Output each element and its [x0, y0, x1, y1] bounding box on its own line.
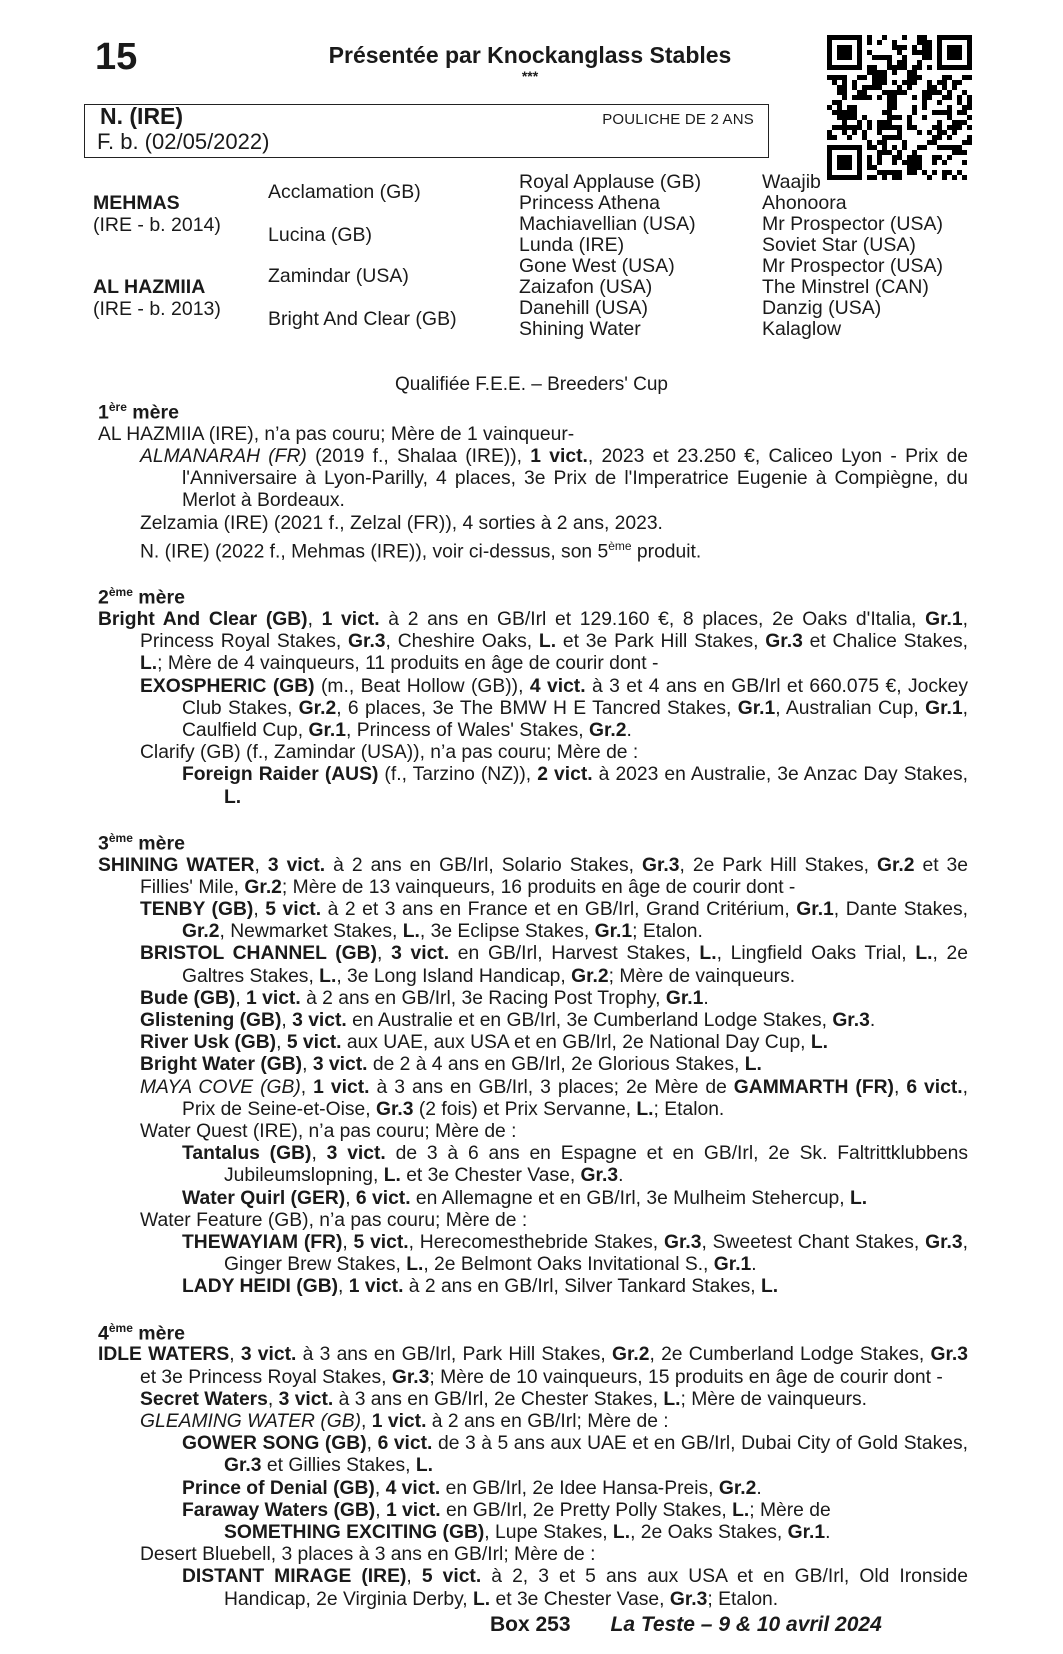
entry-text: , [235, 987, 247, 1009]
entry-text: en Australie et en GB/Irl, 3e Cumberland Lodge Stakes, [346, 1010, 833, 1031]
sire-info: (IRE - b. 2014) [93, 214, 221, 236]
entry-text: ; Mère de 4 vainqueurs, 11 produits en âge de courir dont - [157, 653, 659, 675]
entry-bold-text: 3 vict. [267, 854, 326, 876]
entry-text: , 2e Oaks Stakes, [630, 1521, 788, 1543]
generation-label: mère [132, 1322, 185, 1345]
entry-text: en GB/Irl, Harvest Stakes, [449, 943, 700, 965]
generation-number: 4 [98, 1322, 109, 1345]
entry-text: de 3 à 5 ans aux UAE et en GB/Irl, Dubai City of Gold Stakes, [432, 1433, 968, 1455]
entry-italic-text: GLEAMING WATER (GB) [140, 1410, 362, 1432]
entry-text: , 2e Belmont Oaks Invitational S., [423, 1254, 714, 1276]
entry-text: , [302, 1054, 313, 1076]
entry-text: , [253, 898, 266, 920]
entry-bold-text: Glistening (GB) [140, 1010, 282, 1031]
entry-text: à 2 ans en GB/Irl, Silver Tankard Stakes, [403, 1276, 762, 1298]
entry-text: , 2e Cumberland Lodge Stakes, [649, 1344, 931, 1366]
entry-bold-text: 6 vict. [906, 1076, 963, 1098]
entry-bold-text: Faraway Waters (GB) [182, 1499, 376, 1521]
entry-bold-text: L. [415, 1455, 433, 1477]
entry-italic-text: ALMANARAH (FR) [140, 445, 307, 467]
entry-bold-text: 3 vict. [278, 1388, 334, 1410]
entry-bold-text: Bright Water (GB) [140, 1054, 303, 1076]
entry-bold-text: L. [732, 1499, 750, 1521]
entry-bold-text: LADY HEIDI (GB) [182, 1276, 339, 1298]
entry-bold-text: GOWER SONG (GB) [182, 1433, 367, 1455]
entry-bold-text: L. [406, 1254, 424, 1276]
entry-text: ; Mère de 13 vainqueurs, 16 produits en âge de courir dont - [281, 876, 796, 898]
pedigree-entry [98, 1232, 968, 1276]
pedigree-entry [98, 1566, 968, 1610]
entry-bold-text: Secret Waters [140, 1388, 268, 1410]
entry-text: , [338, 1276, 349, 1298]
entry-text: , Ginger Brew Stakes, [224, 1232, 968, 1276]
entry-text: , 2e Galtres Stakes, [182, 943, 968, 987]
entry-bold-text: 4 vict. [529, 675, 586, 697]
pedigree-gen3: Princess Athena [519, 192, 660, 214]
entry-text: ème [608, 538, 632, 553]
entry-text: , [361, 1410, 372, 1432]
entry-text: ; Etalon. [632, 921, 703, 943]
entry-text: (f., Tarzino (NZ)), [378, 764, 538, 786]
entry-text: à 2, 3 et 5 ans aux USA et en GB/Irl, Old Ironside Handicap, 2e Virginia Derby, [224, 1566, 968, 1610]
entry-bold-text: L. [636, 1098, 654, 1120]
generation-number: 1 [98, 401, 109, 424]
entry-text: , [893, 1076, 907, 1098]
pedigree-entry [98, 943, 968, 987]
generation-suffix: ème [108, 1320, 133, 1335]
entry-bold-text: DISTANT MIRAGE (IRE) [182, 1566, 407, 1588]
generation-suffix: ème [108, 585, 133, 600]
pedigree-gen4: Danzig (USA) [762, 297, 882, 319]
entry-bold-text: Gr.3 [663, 1232, 702, 1254]
generation-number: 3 [98, 832, 109, 855]
entry-italic-text: MAYA COVE (GB) [140, 1076, 301, 1098]
entry-text: , Princess of Wales' Stakes, [346, 720, 589, 742]
pedigree-entry [98, 1121, 968, 1143]
entry-bold-text: Gr.3 [375, 1098, 414, 1120]
pedigree-entry [98, 1210, 968, 1232]
pedigree-gen4: Mr Prospector (USA) [762, 213, 943, 235]
pedigree-entry [98, 1544, 968, 1566]
pedigree-entry [98, 609, 968, 676]
pedigree-entry [98, 535, 968, 564]
entry-text: aux UAE, aux USA et en GB/Irl, 2e National Day Cup, [341, 1032, 811, 1054]
pedigree-entry [98, 1143, 968, 1187]
entry-bold-text: L. [612, 1521, 631, 1543]
pedigree-entry [98, 1433, 968, 1477]
entry-text: à 2023 en Australie, 3e Anzac Day Stakes, [592, 764, 968, 786]
entry-text: et Chalice Stakes, [802, 631, 968, 653]
dam-name: AL HAZMIIA [93, 276, 206, 298]
entry-bold-text: Gr.3 [765, 631, 803, 653]
pedigree-gen3: Machiavellian (USA) [519, 213, 696, 235]
entry-text: ; Mère de [749, 1499, 831, 1521]
entry-bold-text: Gr.3 [641, 854, 680, 876]
presenter-stars: *** [521, 68, 539, 84]
entry-text: Water Quest (IRE), n’a pas couru; Mère de : [140, 1121, 517, 1143]
entry-text: à 2 ans en GB/Irl, 3e Racing Post Trophy, [300, 987, 666, 1009]
entry-bold-text: Gr.1 [737, 697, 776, 719]
entry-bold-text: SOMETHING EXCITING (GB) [224, 1521, 485, 1543]
entry-bold-text: 1 vict. [385, 1499, 441, 1521]
pedigree-entry [98, 1344, 968, 1388]
entry-text: , Cheshire Oaks, [385, 631, 539, 653]
entry-bold-text: Bude (GB) [140, 987, 236, 1009]
entry-text: , 3e Eclipse Stakes, [419, 921, 595, 943]
entry-bold-text: 3 vict. [292, 1010, 347, 1031]
entry-text: , [345, 1187, 356, 1209]
entry-bold-text: Gr.1 [787, 1521, 826, 1543]
entry-text: , Newmarket Stakes, [219, 921, 403, 943]
entry-text: en Allemagne et en GB/Irl, 3e Mulheim Stehercup, [410, 1187, 850, 1209]
entry-bold-text: L. [699, 943, 717, 965]
entry-text: , [276, 1032, 287, 1054]
entry-bold-text: 3 vict. [312, 1054, 368, 1076]
pedigree-gen4: Ahonoora [762, 192, 847, 214]
entry-bold-text: Gr.2 [298, 697, 337, 719]
entry-bold-text: 5 vict. [421, 1566, 482, 1588]
entry-text: , [229, 1344, 241, 1366]
generation-heading [98, 581, 968, 609]
pedigree-entry [98, 676, 968, 743]
entry-bold-text: Bright And Clear (GB) [98, 609, 308, 631]
entry-text: , [406, 1566, 422, 1588]
entry-text: . [703, 987, 709, 1009]
entry-text: et 3e Chester Vase, [400, 1165, 581, 1187]
pedigree-entry [98, 1010, 968, 1032]
entry-bold-text: L. [850, 1187, 868, 1209]
entry-text: , [374, 1477, 386, 1499]
pedigree-gen2: Zamindar (USA) [268, 265, 409, 287]
entry-bold-text: 4 vict. [385, 1477, 441, 1499]
entry-bold-text: L. [319, 965, 337, 987]
pedigree-gen3: Royal Applause (GB) [519, 171, 702, 193]
entry-bold-text: L. [383, 1165, 401, 1187]
entry-text: , 2e Park Hill Stakes, [679, 854, 877, 876]
entry-bold-text: GAMMARTH (FR) [733, 1076, 894, 1098]
pedigree-entry [98, 1077, 968, 1121]
entry-bold-text: L. [538, 631, 557, 653]
generation-label: mère [132, 586, 185, 609]
entry-text: Clarify (GB) (f., Zamindar (USA)), n’a pas couru; Mère de : [140, 742, 639, 764]
footer [490, 1613, 882, 1637]
entry-text: , [311, 1143, 327, 1165]
pedigree-gen2: Bright And Clear (GB) [268, 308, 457, 330]
entry-bold-text: Gr.3 [930, 1344, 968, 1366]
entry-bold-text: Gr.2 [182, 921, 220, 943]
generation-label: mère [126, 401, 179, 424]
entry-text: à 3 ans en GB/Irl, 2e Chester Stakes, [333, 1388, 664, 1410]
entry-bold-text: 6 vict. [377, 1433, 433, 1455]
pedigree-entry [98, 1054, 968, 1076]
entry-text: en GB/Irl, 2e Pretty Polly Stakes, [440, 1499, 733, 1521]
presenter-title: Présentée par Knockanglass Stables [328, 42, 732, 68]
entry-bold-text: 1 vict. [321, 609, 380, 631]
entry-text: (2 fois) et Prix Servanne, [413, 1098, 637, 1120]
entry-bold-text: Gr.1 [308, 720, 346, 742]
pedigree-gen3: Shining Water [519, 318, 641, 340]
entry-text: et Gillies Stakes, [261, 1455, 416, 1477]
entry-bold-text: Gr.1 [796, 898, 834, 920]
pedigree-entry [98, 1522, 968, 1544]
entry-bold-text: TENBY (GB) [140, 898, 254, 920]
entry-text: N. (IRE) (2022 f., Mehmas (IRE)), voir ci-dessus, son 5 [140, 541, 609, 563]
entry-text: (m., Beat Hollow (GB)), [314, 675, 530, 697]
entry-text: , [267, 1388, 279, 1410]
entry-bold-text: 3 vict. [240, 1344, 297, 1366]
pedigree-gen4: Mr Prospector (USA) [762, 255, 943, 277]
entry-bold-text: L. [473, 1588, 491, 1610]
pedigree-entry [98, 1032, 968, 1054]
entry-text: et 3e Princess Royal Stakes, [140, 1366, 392, 1388]
entry-text: à 3 et 4 ans en GB/Irl et 660.075 €, Jockey Club Stakes, [182, 675, 968, 719]
pedigree-entry [98, 855, 968, 899]
sire-name: MEHMAS [93, 192, 180, 214]
entry-bold-text: Gr.3 [925, 1232, 963, 1254]
entry-text: ; Etalon. [707, 1588, 779, 1610]
entry-bold-text: L. [761, 1276, 779, 1298]
generation-number: 2 [98, 586, 109, 609]
entry-bold-text: Gr.1 [665, 987, 704, 1009]
entry-bold-text: L. [402, 921, 420, 943]
entry-text: . [869, 1010, 876, 1031]
generation-suffix: ère [108, 400, 127, 414]
entry-bold-text: 3 vict. [391, 943, 450, 965]
entry-bold-text: 1 vict. [530, 445, 588, 467]
entry-bold-text: Foreign Raider (AUS) [182, 764, 379, 786]
entry-text: AL HAZMIIA (IRE), n’a pas couru; Mère de 1 vainqueur- [98, 423, 575, 445]
entry-bold-text: L. [810, 1032, 829, 1054]
entry-text: à 2 et 3 ans en France et en GB/Irl, Grand Critérium, [321, 898, 797, 920]
entry-text: , Prix de Seine-et-Oise, [182, 1076, 968, 1120]
pedigree-entry [98, 513, 968, 535]
pedigree-entry [98, 446, 968, 513]
entry-bold-text: THEWAYIAM (FR) [182, 1232, 343, 1254]
entry-text: en GB/Irl, 2e Idee Hansa-Preis, [440, 1477, 719, 1499]
pedigree-gen4: Waajib [762, 171, 821, 193]
entry-text: ; Mère de 10 vainqueurs, 15 produits en âge de courir dont - [429, 1366, 943, 1388]
entry-text: . [825, 1521, 831, 1543]
entry-text: , [254, 854, 268, 876]
entry-text: , [375, 1499, 386, 1521]
generation-heading [98, 827, 968, 855]
entry-bold-text: Prince of Denial (GB) [182, 1477, 375, 1499]
entry-text: et 3e Chester Vase, [490, 1588, 670, 1610]
entry-text: , Dante Stakes, [833, 898, 968, 920]
entry-bold-text: Water Quirl (GER) [182, 1187, 346, 1209]
entry-bold-text: Gr.2 [589, 720, 627, 742]
entry-bold-text: L. [140, 653, 158, 675]
entry-text: Zelzamia (IRE) (2021 f., Zelzal (FR)), 4 sorties à 2 ans, 2023. [140, 512, 663, 534]
lot-number: 15 [95, 36, 138, 78]
entry-bold-text: 1 vict. [371, 1410, 427, 1432]
entry-bold-text: Gr.3 [348, 631, 386, 653]
entry-text: , [342, 1232, 354, 1254]
pedigree-gen3: Lunda (IRE) [519, 234, 625, 256]
generation-label: mère [132, 832, 185, 855]
qr-code-icon[interactable] [827, 35, 972, 180]
entry-text: , [377, 943, 392, 965]
entry-bold-text: L. [663, 1388, 681, 1410]
entry-text: produit. [631, 541, 702, 563]
entry-bold-text: Gr.2 [876, 854, 915, 876]
entry-text: à 2 ans en GB/Irl et 129.160 €, 8 places, 2e Oaks d'Italia, [379, 609, 926, 631]
entry-bold-text: Gr.3 [832, 1010, 870, 1031]
dam-info: (IRE - b. 2013) [93, 298, 221, 320]
entry-bold-text: 1 vict. [348, 1276, 404, 1298]
entry-text: , [307, 609, 322, 631]
generation-heading [98, 1317, 968, 1345]
entry-text: ; Etalon. [653, 1098, 725, 1120]
entry-text: . [618, 1165, 624, 1187]
horse-sex-age: POULICHE DE 2 ANS [602, 111, 754, 128]
entry-text: (2019 f., Shalaa (IRE)), [306, 445, 531, 467]
pedigree-entry [98, 1389, 968, 1411]
entry-bold-text: Gr.1 [925, 697, 963, 719]
entry-bold-text: 5 vict. [265, 898, 322, 920]
entry-text: , Herecomesthebride Stakes, [408, 1232, 664, 1254]
entry-bold-text: Gr.2 [571, 965, 609, 987]
entry-bold-text: 1 vict. [313, 1076, 370, 1098]
entry-text: à 3 ans en GB/Irl, 3 places; 2e Mère de [369, 1076, 734, 1098]
pedigree-gen2: Acclamation (GB) [268, 181, 421, 203]
pedigree-entry [98, 424, 968, 446]
horse-name: N. (IRE) [100, 103, 184, 129]
entry-bold-text: Tantalus (GB) [182, 1143, 312, 1165]
generation-suffix: ème [108, 830, 133, 845]
generation-heading [98, 396, 968, 424]
entry-bold-text: BRISTOL CHANNEL (GB) [140, 943, 378, 965]
entry-text: , [366, 1433, 378, 1455]
entry-bold-text: EXOSPHERIC (GB) [140, 675, 315, 697]
pedigree-gen3: Danehill (USA) [519, 297, 648, 319]
entry-text: et 3e Park Hill Stakes, [556, 631, 766, 653]
pedigree-gen3: Gone West (USA) [519, 255, 675, 277]
entry-bold-text: Gr.2 [611, 1344, 650, 1366]
entry-text: . [756, 1477, 762, 1499]
pedigree-entry [98, 1188, 968, 1210]
pedigree-gen2: Lucina (GB) [268, 224, 373, 246]
entry-text: , 2023 et 23.250 €, Caliceo Lyon - Prix de l'Anniversaire à Lyon-Parilly, 4 places, 3e Prix de l'Imperatrice Eugenie à Compiègne, du Merlot à Bordeaux. [182, 445, 968, 512]
entry-text: , Australian Cup, [775, 697, 926, 719]
entry-bold-text: Gr.3 [580, 1165, 619, 1187]
entry-bold-text: L. [915, 943, 933, 965]
entry-text: à 3 ans en GB/Irl, Park Hill Stakes, [296, 1344, 612, 1366]
pedigree-entry [98, 899, 968, 943]
pedigree-entry [98, 1276, 968, 1298]
entry-text: à 2 ans en GB/Irl, Solario Stakes, [325, 854, 642, 876]
entry-text: , 6 places, 3e The BMW H E Tancred Stakes, [336, 697, 738, 719]
entry-bold-text: Gr.3 [391, 1366, 430, 1388]
entry-text: , Sweetest Chant Stakes, [701, 1232, 926, 1254]
entry-text: ; Mère de vainqueurs. [680, 1388, 868, 1410]
entry-bold-text: Gr.1 [713, 1254, 752, 1276]
entry-bold-text: 5 vict. [286, 1032, 342, 1054]
entry-text: , Lupe Stakes, [484, 1521, 613, 1543]
entry-text: , Caulfield Cup, [182, 697, 968, 742]
entry-text: et 3e Fillies' Mile, [140, 854, 968, 898]
entry-text: de 3 à 6 ans en Espagne et en GB/Irl, 2e Sk. Faltrittklubbens Jubileumslopning, [224, 1143, 968, 1187]
entry-text: à 2 ans en GB/Irl; Mère de : [426, 1410, 669, 1432]
entry-text: ; Mère de vainqueurs. [608, 965, 796, 987]
entry-bold-text: 2 vict. [537, 764, 593, 786]
entry-text: , 3e Long Island Handicap, [336, 965, 572, 987]
pedigree-gen3: Zaizafon (USA) [519, 276, 653, 298]
pedigree-gen4: Kalaglow [762, 318, 842, 340]
entry-bold-text: 5 vict. [353, 1232, 409, 1254]
entry-bold-text: SHINING WATER [98, 854, 255, 876]
entry-bold-text: 1 vict. [246, 987, 301, 1009]
entry-bold-text: 3 vict. [326, 1143, 386, 1165]
entry-bold-text: River Usk (GB) [140, 1032, 277, 1054]
entry-text: , [281, 1010, 293, 1031]
entry-bold-text: L. [744, 1054, 762, 1076]
family-section [98, 396, 968, 1611]
entry-bold-text: Gr.2 [244, 876, 282, 898]
entry-text: , [300, 1076, 314, 1098]
entry-bold-text: Gr.1 [925, 609, 963, 631]
entry-text: , Princess Royal Stakes, [140, 609, 968, 653]
pedigree-entry [98, 764, 968, 808]
box-number: Box 253 [490, 1613, 571, 1636]
entry-bold-text: L. [224, 786, 242, 808]
sale-info: La Teste – 9 & 10 avril 2024 [610, 1613, 882, 1636]
horse-description: F. b. (02/05/2022) [97, 129, 270, 154]
pedigree-entry [98, 1478, 968, 1500]
pedigree-gen4: Soviet Star (USA) [762, 234, 916, 256]
entry-bold-text: IDLE WATERS [98, 1344, 230, 1366]
pedigree-entry [98, 742, 968, 764]
entry-bold-text: Gr.1 [594, 921, 633, 943]
entry-text: Desert Bluebell, 3 places à 3 ans en GB/Irl; Mère de : [140, 1544, 596, 1566]
pedigree-entry [98, 1500, 968, 1522]
pedigree-entry [98, 988, 968, 1010]
pedigree-gen4: The Minstrel (CAN) [762, 276, 929, 298]
pedigree-entry [98, 1411, 968, 1433]
entry-text: de 2 à 4 ans en GB/Irl, 2e Glorious Stakes, [367, 1054, 745, 1076]
horse-title-box [84, 104, 769, 158]
entry-bold-text: Gr.2 [718, 1477, 757, 1499]
entry-text: , Lingfield Oaks Trial, [716, 943, 916, 965]
entry-bold-text: Gr.3 [224, 1455, 262, 1477]
qualification: Qualifiée F.E.E. – Breeders' Cup [395, 374, 668, 395]
entry-text: Water Feature (GB), n’a pas couru; Mère de : [140, 1209, 528, 1231]
entry-bold-text: Gr.3 [669, 1588, 708, 1610]
entry-bold-text: 6 vict. [355, 1187, 411, 1209]
entry-text: . [751, 1254, 757, 1276]
entry-text: . [626, 720, 632, 742]
